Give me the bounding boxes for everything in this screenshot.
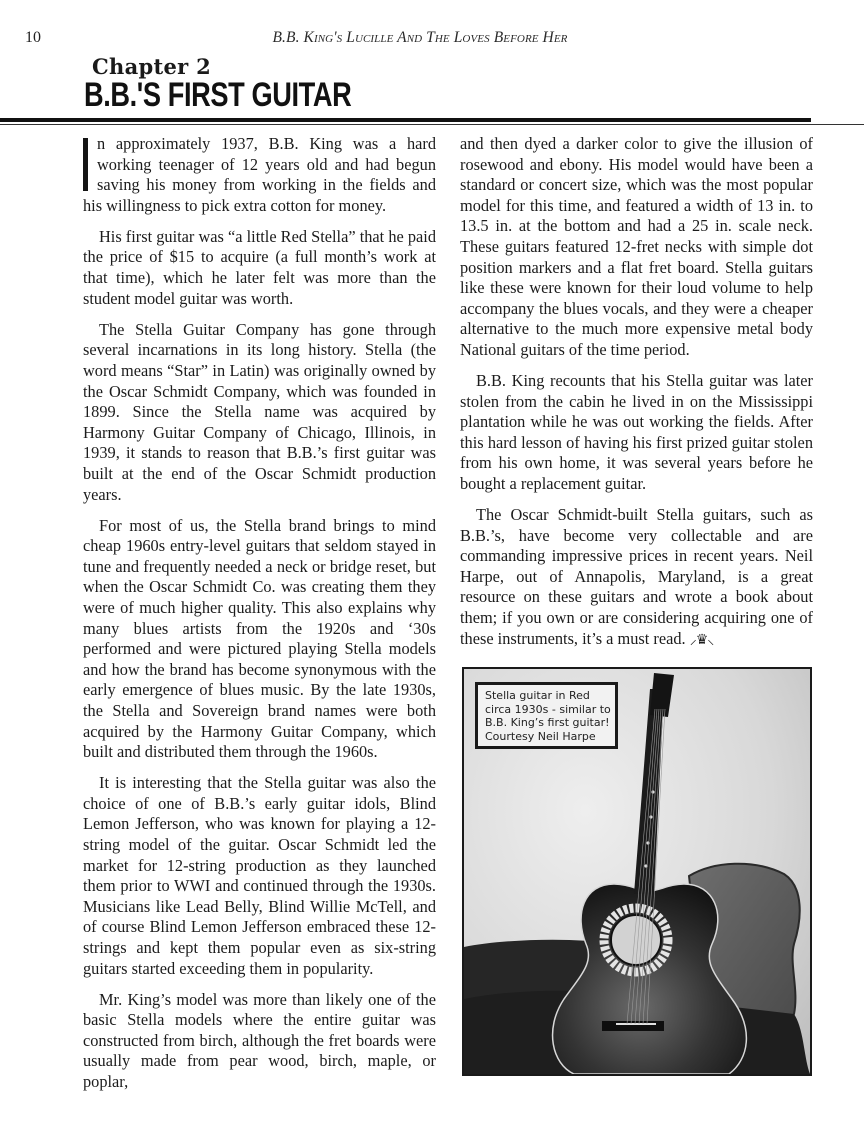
caption-line: circa 1930s - similar to: [485, 702, 611, 716]
paragraph: For most of us, the Stella brand brings to mind cheap 1960s entry-level guitars that seldom stayed in tune and frequently needed a neck or bridge reset, but when the Oscar Schmidt Co. was creating them they were of much higher quality. This also explains why many blues artists from the 1920s and ‘30s performed and were pictured playing Stella models and how the brand has become synonymous with the early emergence of blues music. By the late 1930s, the Stella and Sovereign brand names were both acquired by the Harmony Guitar Company, which built and distributed them through the 1960s.: [83, 515, 436, 762]
paragraph: and then dyed a darker color to give the illusion of rosewood and ebony. His model would have been a standard or concert size, which was the most popular model for this time, and featured a width of 13 in. to 13.5 in. at the bottom and had a 25 in. scale neck. These guitars featured 12-fret necks with simple dot position markers and a flat fret board. Stella guitars like these were known for their loud volume to help accompany the blues vocals, and they were a cheaper alternative to the much more expensive metal body National guitars of the time period.: [460, 134, 813, 359]
caption-line: Stella guitar in Red: [485, 689, 590, 702]
drop-cap-i: [83, 138, 88, 191]
chapter-title: B.B.'S FIRST GUITAR: [84, 76, 352, 114]
paragraph-text: The Oscar Schmidt-built Stella guitars, such as B.B.’s, have become very collectable and are commanding impressive prices in recent years. Neil Harpe, out of Annapolis, Maryland, is a great resource on these guitars and wrote a book about them; if you own or are considering acquiring one of these instruments, it’s a must read.: [460, 505, 813, 648]
right-column: [460, 134, 813, 662]
paragraph: It is interesting that the Stella guitar was also the choice of one of B.B.’s early guitar idols, Blind Lemon Jefferson, who was known for playing a 12-string model of the guitar. Oscar Schmidt led the market for 12-string production as they launched them prior to WWI and continued through the 1930s. Musicians like Lead Belly, Blind Willie McTell, and of course Blind Lemon Jefferson embraced these 12-strings and kept them popular even as six-string guitars started exceeding them in popularity.: [83, 773, 436, 978]
page-number: 10: [25, 29, 41, 46]
left-column: [83, 134, 436, 1103]
end-ornament-icon: ⸝♛⸜: [689, 632, 714, 648]
paragraph: His first guitar was “a little Red Stella” that he paid the price of $15 to acquire (a full month’s work at that time), which he later felt was more than the student model guitar was worth.: [83, 226, 436, 308]
chapter-label: Chapter 2: [92, 54, 212, 79]
paragraph-text: n approximately 1937, B.B. King was a hard working teenager of 12 years old and had begun saving his money from working in the fields and his willingness to pick extra cotton for money.: [83, 134, 436, 215]
paragraph: Mr. King’s model was more than likely one of the basic Stella models where the entire guitar was constructed from birch, although the fret boards were usually made from pear wood, birch, maple, or poplar,: [83, 989, 436, 1092]
guitar-saddle: [616, 1023, 656, 1025]
paragraph: [460, 505, 813, 651]
paragraph: B.B. King recounts that his Stella guitar was later stolen from the cabin he lived in on the Mississippi plantation while he was out working the fields. After this hard lesson of having his first prized guitar stolen from his own home, it was several years before he bought a replacement guitar.: [460, 371, 813, 493]
photo-caption: [475, 682, 618, 749]
caption-line: Courtesy Neil Harpe: [485, 729, 596, 743]
guitar-bridge: [602, 1021, 664, 1031]
header-rule-thin: [0, 124, 864, 125]
guitar-photo: [462, 667, 812, 1076]
running-header: [0, 29, 840, 47]
running-header-title: B.B. King's Lucille And The Loves Before Her: [272, 29, 568, 46]
caption-line: B.B. King’s first guitar!: [485, 716, 610, 729]
paragraph: [83, 134, 436, 216]
header-rule: [0, 118, 811, 122]
paragraph: The Stella Guitar Company has gone through several incarnations in its long history. Stella (the word means “Star” in Latin) was originally owned by the Oscar Schmidt Company, which was founded in 1899. Since the Stella name was acquired by Harmony Guitar Company of Chicago, Illinois, in 1939, it stands to reason that B.B.’s first guitar was built at the end of the Oscar Schmidt production years.: [83, 319, 436, 504]
